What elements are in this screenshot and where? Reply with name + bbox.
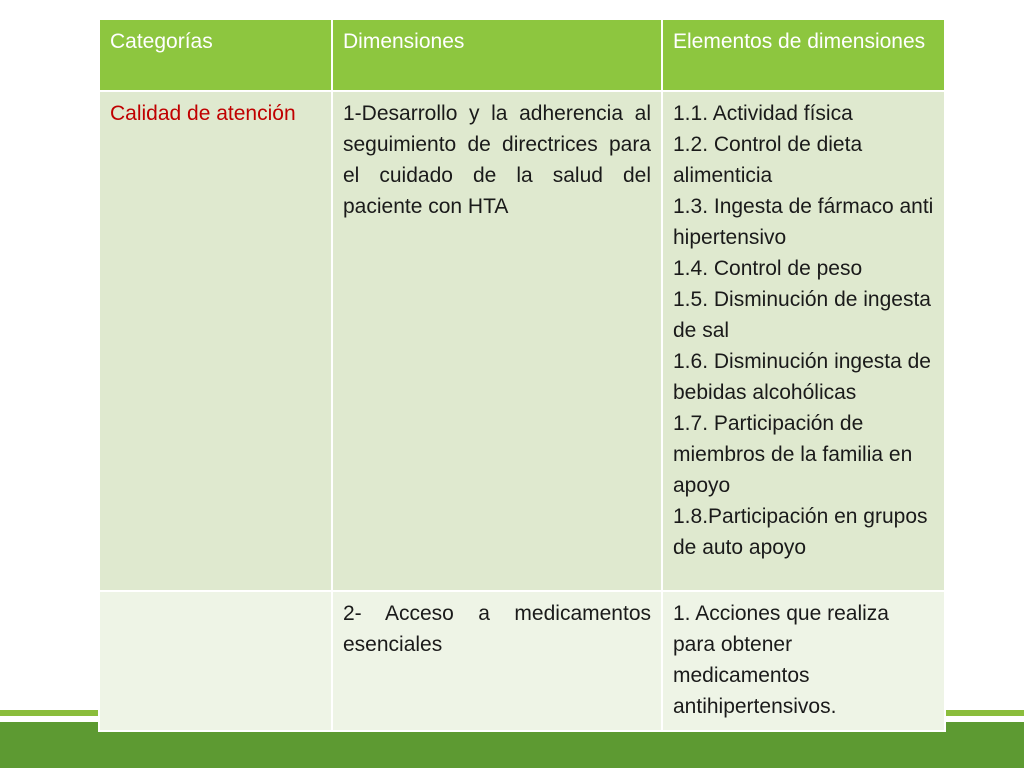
header-row	[99, 19, 945, 91]
dimension-cell: 2- Acceso a medicamentos esenciales	[332, 591, 662, 731]
element-item: 1.5. Disminución de ingesta de sal	[673, 288, 931, 342]
header-dimensiones: Dimensiones	[332, 19, 662, 91]
header-elementos: Elementos de dimensiones	[662, 19, 945, 91]
dimensions-table	[98, 18, 946, 732]
category-cell: Calidad de atención	[99, 91, 332, 591]
category-cell	[99, 591, 332, 731]
element-item: 1.7. Participación de miembros de la familia en apoyo	[673, 412, 913, 497]
table-row	[99, 91, 945, 591]
element-item: 1.4. Control de peso	[673, 257, 863, 280]
dimension-cell: 1-Desarrollo y la adherencia al seguimiento de directrices para el cuidado de la salud del paciente con HTA	[332, 91, 662, 591]
element-item: 1.3. Ingesta de fármaco anti hipertensivo	[673, 195, 934, 249]
element-item: 1.1. Actividad física	[673, 102, 853, 125]
header-categorias: Categorías	[99, 19, 332, 91]
element-item: 1. Acciones que realiza para obtener medicamentos antihipertensivos.	[673, 602, 889, 718]
elements-cell	[662, 91, 945, 591]
table-row	[99, 591, 945, 731]
element-item: 1.8.Participación en grupos de auto apoyo	[673, 505, 928, 559]
element-item: 1.6. Disminución ingesta de bebidas alcohólicas	[673, 350, 931, 404]
elements-cell	[662, 591, 945, 731]
element-item: 1.2. Control de dieta alimenticia	[673, 133, 863, 187]
